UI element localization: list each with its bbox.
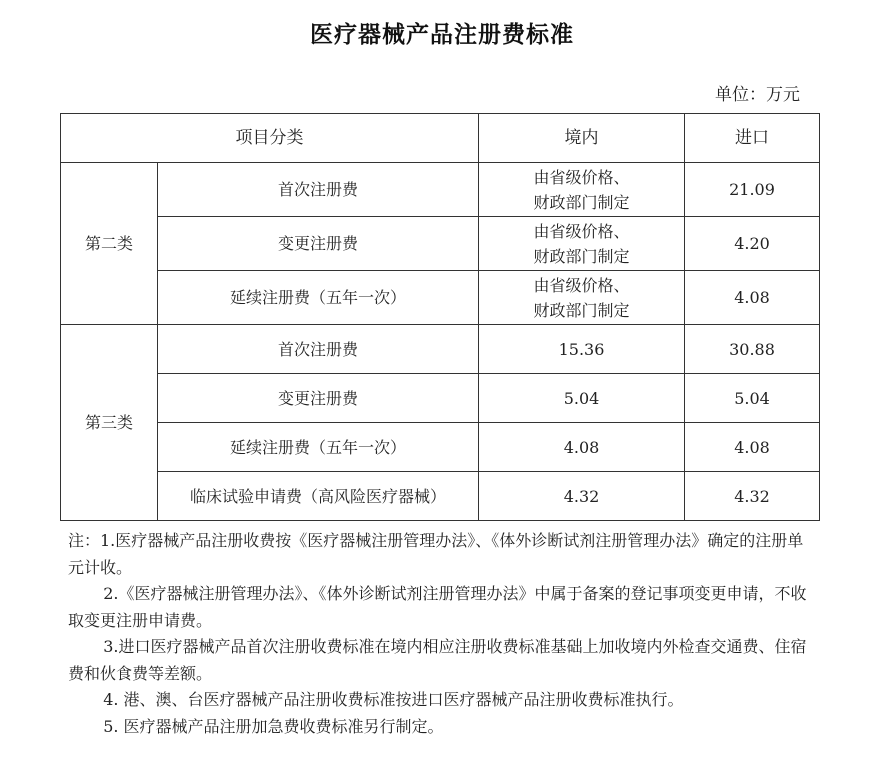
import-cell: 30.88 xyxy=(685,325,820,374)
import-cell: 4.20 xyxy=(685,217,820,271)
note-2: 2.《医疗器械注册管理办法》、《体外诊断试剂注册管理办法》中属于备案的登记事项变更申请，不收取变更注册申请费。 xyxy=(68,584,807,630)
domestic-line-1: 由省级价格、 xyxy=(533,221,630,241)
item-cell: 变更注册费 xyxy=(158,374,479,423)
domestic-cell: 4.32 xyxy=(479,472,685,521)
domestic-line-1: 由省级价格、 xyxy=(533,167,630,187)
notes-section xyxy=(68,528,808,740)
item-cell: 延续注册费（五年一次） xyxy=(158,271,479,325)
note-1: 注：1.医疗器械产品注册收费按《医疗器械注册管理办法》、《体外诊断试剂注册管理办法》确定的注册单元计收。 xyxy=(68,531,804,577)
table-row xyxy=(61,374,820,423)
item-cell: 首次注册费 xyxy=(158,163,479,217)
item-cell: 延续注册费（五年一次） xyxy=(158,423,479,472)
table-row xyxy=(61,423,820,472)
item-cell: 临床试验申请费（高风险医疗器械） xyxy=(158,472,479,521)
table-row xyxy=(61,325,820,374)
domestic-cell: 15.36 xyxy=(479,325,685,374)
header-category: 项目分类 xyxy=(61,114,479,163)
import-cell: 4.08 xyxy=(685,423,820,472)
item-cell: 变更注册费 xyxy=(158,217,479,271)
group-label-class-2: 第二类 xyxy=(61,163,158,325)
item-cell: 首次注册费 xyxy=(158,325,479,374)
table-row xyxy=(61,271,820,325)
import-cell: 5.04 xyxy=(685,374,820,423)
note-3: 3.进口医疗器械产品首次注册收费标准在境内相应注册收费标准基础上加收境内外检查交通费、住宿费和伙食费等差额。 xyxy=(68,637,807,683)
fee-table xyxy=(60,113,820,521)
import-cell: 4.32 xyxy=(685,472,820,521)
domestic-line-2: 财政部门制定 xyxy=(533,300,630,320)
domestic-cell: 5.04 xyxy=(479,374,685,423)
note-4: 4. 港、澳、台医疗器械产品注册收费标准按进口医疗器械产品注册收费标准执行。 xyxy=(103,690,684,709)
domestic-line-1: 由省级价格、 xyxy=(533,275,630,295)
document-title: 医疗器械产品注册费标准 xyxy=(310,22,574,48)
note-5: 5. 医疗器械产品注册加急费收费标准另行制定。 xyxy=(103,716,444,736)
domestic-line-2: 财政部门制定 xyxy=(533,246,630,266)
header-import: 进口 xyxy=(685,114,820,163)
import-cell: 21.09 xyxy=(685,163,820,217)
domestic-cell xyxy=(479,271,685,325)
domestic-cell xyxy=(479,163,685,217)
import-cell: 4.08 xyxy=(685,271,820,325)
table-header-row xyxy=(61,114,820,163)
unit-label: 单位：万元 xyxy=(715,85,800,105)
group-label-class-3: 第三类 xyxy=(61,325,158,521)
domestic-cell: 4.08 xyxy=(479,423,685,472)
table-row xyxy=(61,217,820,271)
table-row xyxy=(61,472,820,521)
domestic-cell xyxy=(479,217,685,271)
table-row xyxy=(61,163,820,217)
header-domestic: 境内 xyxy=(479,114,685,163)
domestic-line-2: 财政部门制定 xyxy=(533,192,630,212)
